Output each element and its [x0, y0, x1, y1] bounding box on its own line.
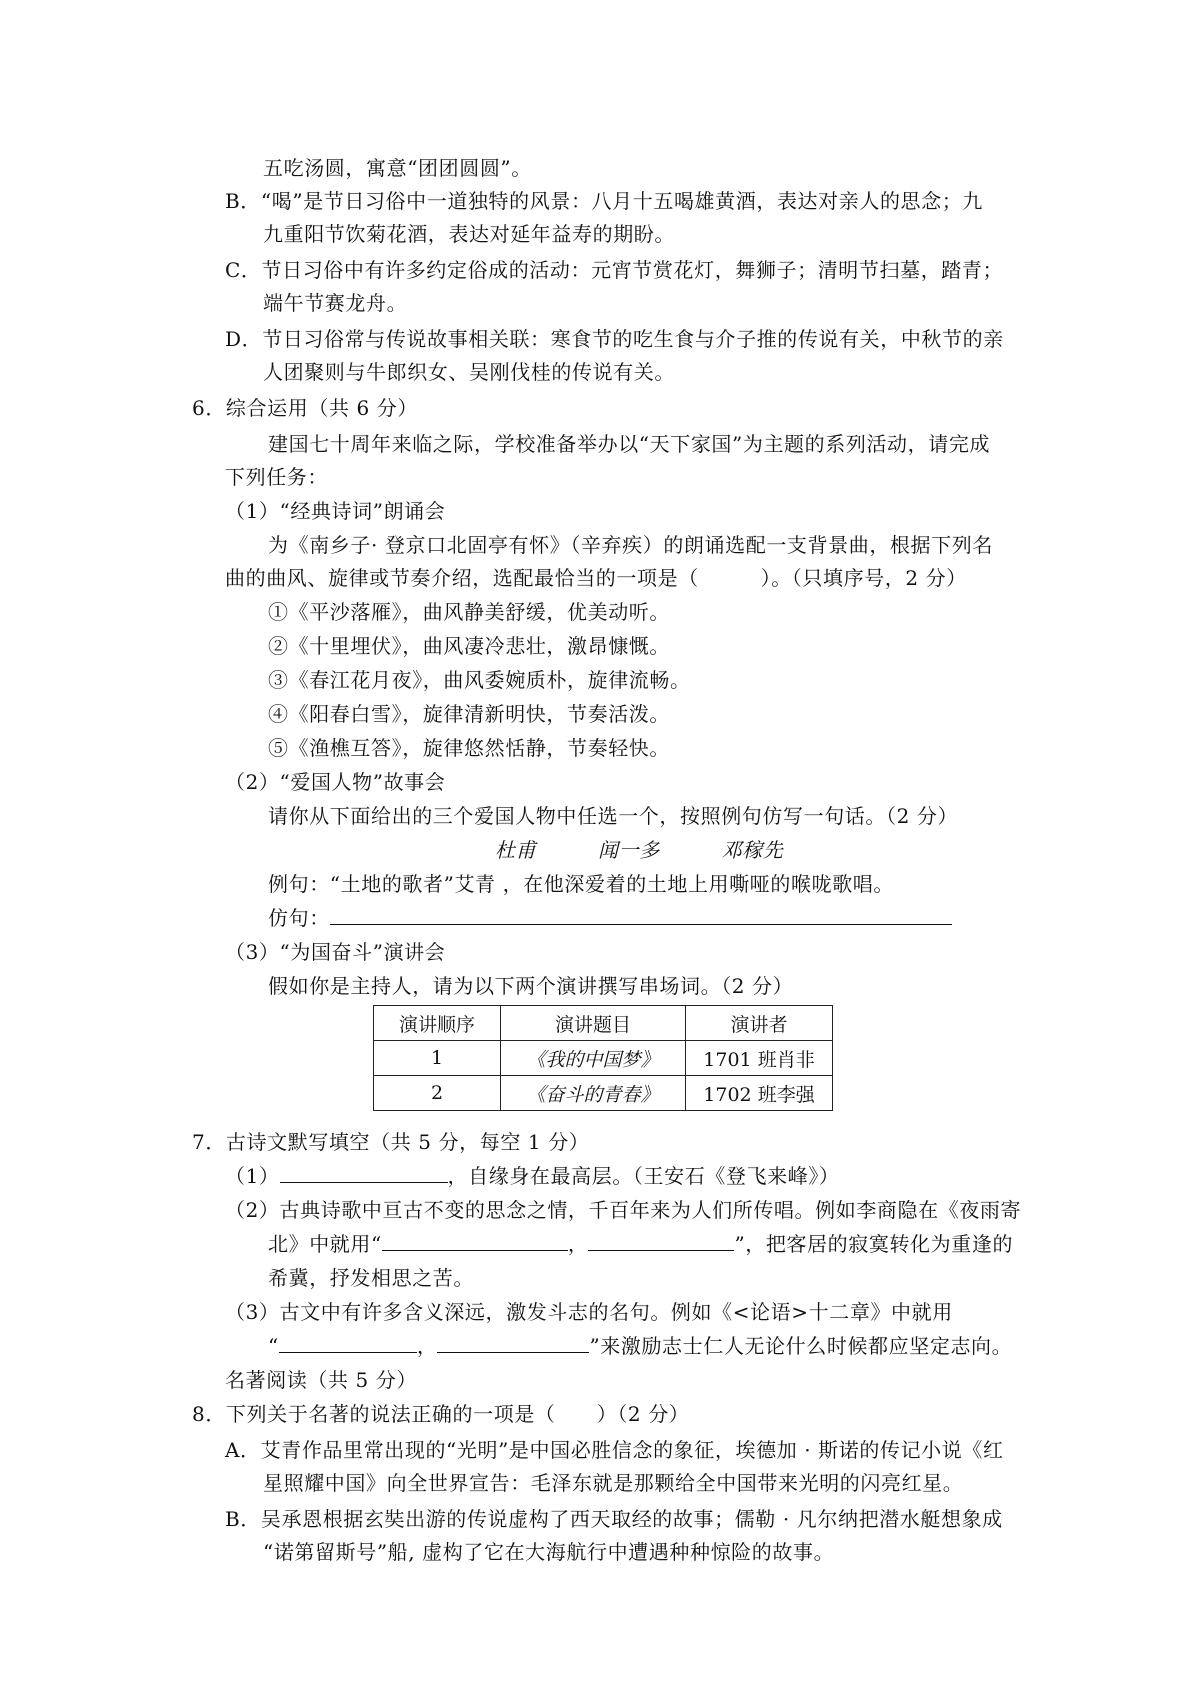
q7-item-2-tail: ”，把客居的寂寞转化为重逢的 — [734, 1232, 1014, 1256]
q8-option-b-continuation: “诺第留斯号”船, 虚构了它在大海航行中遭遇种种惊险的故事。 — [263, 1540, 835, 1564]
option-c-continuation: 端午节赛龙舟。 — [263, 291, 408, 315]
q7-item-1-number: （1） — [225, 1164, 280, 1188]
option-c: C．节日习俗中有许多约定俗成的活动：元宵节赏花灯，舞狮子；清明节扫墓，踏青； — [225, 258, 1004, 282]
q7-blank-4[interactable] — [279, 1332, 417, 1353]
option-d-continuation: 人团聚则与牛郎织女、吴刚伐桂的传说有关。 — [263, 360, 675, 384]
q7-item-1 — [225, 1162, 840, 1190]
option-d: D．节日习俗常与传说故事相关联：寒食节的吃生食与介子推的传说有关，中秋节的亲 — [225, 327, 1004, 351]
table-header: 演讲顺序 — [374, 1006, 501, 1041]
music-option-5: ⑤《渔樵互答》，旋律悠然恬静，节奏轻快。 — [268, 736, 670, 760]
option-a-continuation: 五吃汤圆，寓意“团团圆圆”。 — [263, 156, 532, 180]
imitation-blank[interactable] — [330, 904, 952, 925]
task-1-prompt: 为《南乡子· 登京口北固亭有怀》（辛弃疾）的朗诵选配一支背景曲，根据下列名 — [268, 533, 993, 557]
q7-item-1-text: ，自缘身在最高层。（王安石《登飞来峰》） — [447, 1164, 840, 1188]
q7-item-2: （2）古典诗歌中亘古不变的思念之情，千百年来为人们所传唱。例如李商隐在《夜雨寄 — [225, 1198, 1022, 1222]
question-6-intro: 建国七十周年来临之际，学校准备举办以“天下家国”为主题的系列活动，请完成 — [268, 432, 991, 456]
q7-item-3-continuation — [268, 1332, 1012, 1360]
table-header: 演讲题目 — [501, 1006, 686, 1041]
table-header: 演讲者 — [686, 1006, 833, 1041]
music-option-1: ①《平沙落雁》，曲风静美舒缓，优美动听。 — [268, 600, 670, 624]
q7-comma: ， — [416, 1334, 438, 1358]
example-sentence: 例句：“土地的歌者”艾青 ，在他深爱着的土地上用嘶哑的喉咙歌唱。 — [268, 872, 895, 896]
task-1-title: （1）“经典诗词”朗诵会 — [225, 499, 446, 523]
question-6-intro-continuation: 下列任务： — [225, 465, 328, 489]
q7-item-2-lead: 北》中就用“ — [268, 1232, 382, 1256]
table-cell: 《我的中国梦》 — [501, 1041, 686, 1076]
q7-item-2-continuation — [268, 1230, 1013, 1258]
q7-comma: ， — [567, 1232, 589, 1256]
task-1-prompt-continuation: 曲的曲风、旋律或节奏介绍，选配最恰当的一项是（ ）。（只填序号，2 分） — [225, 566, 967, 590]
q7-blank-2[interactable] — [382, 1230, 568, 1251]
table-header-row — [374, 1006, 833, 1041]
q7-item-3: （3）古文中有许多含义深远，激发斗志的名句。例如《<论语>十二章》中就用 — [225, 1300, 953, 1324]
option-b-continuation: 九重阳节饮菊花酒，表达对延年益寿的期盼。 — [263, 222, 675, 246]
imitation-label: 仿句： — [268, 906, 330, 930]
q8-option-a-continuation: 星照耀中国》向全世界宣告：毛泽东就是那颗给全中国带来光明的闪亮红星。 — [263, 1471, 964, 1495]
music-option-2: ②《十里埋伏》，曲风凄冷悲壮，激昂慷慨。 — [268, 634, 670, 658]
imitation-line — [268, 904, 952, 932]
q7-quote-open: “ — [268, 1334, 279, 1358]
question-6-title: 6．综合运用（共 6 分） — [192, 396, 418, 420]
q7-blank-1[interactable] — [280, 1162, 448, 1183]
table-cell: 《奋斗的青春》 — [501, 1076, 686, 1111]
table-cell: 1701 班肖非 — [686, 1041, 833, 1076]
q8-option-a: A．艾青作品里常出现的“光明”是中国必胜信念的象征，埃德加 · 斯诺的传记小说《红 — [225, 1438, 1004, 1462]
q8-option-b: B．吴承恩根据玄奘出游的传说虚构了西天取经的故事；儒勒 · 凡尔纳把潜水艇想象成 — [225, 1507, 1003, 1531]
table-row — [374, 1076, 833, 1111]
table-cell: 1702 班李强 — [686, 1076, 833, 1111]
music-option-3: ③《春江花月夜》，曲风委婉质朴，旋律流畅。 — [268, 668, 691, 692]
option-b: B．“喝”是节日习俗中一道独特的风景：八月十五喝雄黄酒，表达对亲人的思念；九 — [225, 189, 983, 213]
question-8-title: 8．下列关于名著的说法正确的一项是（ ）（2 分） — [192, 1402, 690, 1426]
classics-section-title: 名著阅读（共 5 分） — [225, 1368, 418, 1392]
task-2-title: （2）“爱国人物”故事会 — [225, 770, 446, 794]
table-cell: 2 — [374, 1076, 501, 1111]
q7-blank-3[interactable] — [588, 1230, 734, 1251]
task-3-title: （3）“为国奋斗”演讲会 — [225, 940, 446, 964]
q7-item-3-tail: ”来激励志士仁人无论什么时候都应坚定志向。 — [589, 1334, 1013, 1358]
table-cell: 1 — [374, 1041, 501, 1076]
q7-item-2-end: 希冀，抒发相思之苦。 — [268, 1266, 474, 1290]
patriot-names: 杜甫 闻一多 邓稼先 — [495, 838, 784, 862]
task-3-prompt: 假如你是主持人，请为以下两个演讲撰写串场词。（2 分） — [268, 974, 794, 998]
task-2-prompt: 请你从下面给出的三个爱国人物中任选一个，按照例句仿写一句话。（2 分） — [268, 804, 959, 828]
question-7-title: 7．古诗文默写填空（共 5 分，每空 1 分） — [192, 1130, 590, 1154]
table-row — [374, 1041, 833, 1076]
speech-table — [373, 1005, 833, 1111]
q7-blank-5[interactable] — [437, 1332, 589, 1353]
music-option-4: ④《阳春白雪》，旋律清新明快，节奏活泼。 — [268, 702, 670, 726]
